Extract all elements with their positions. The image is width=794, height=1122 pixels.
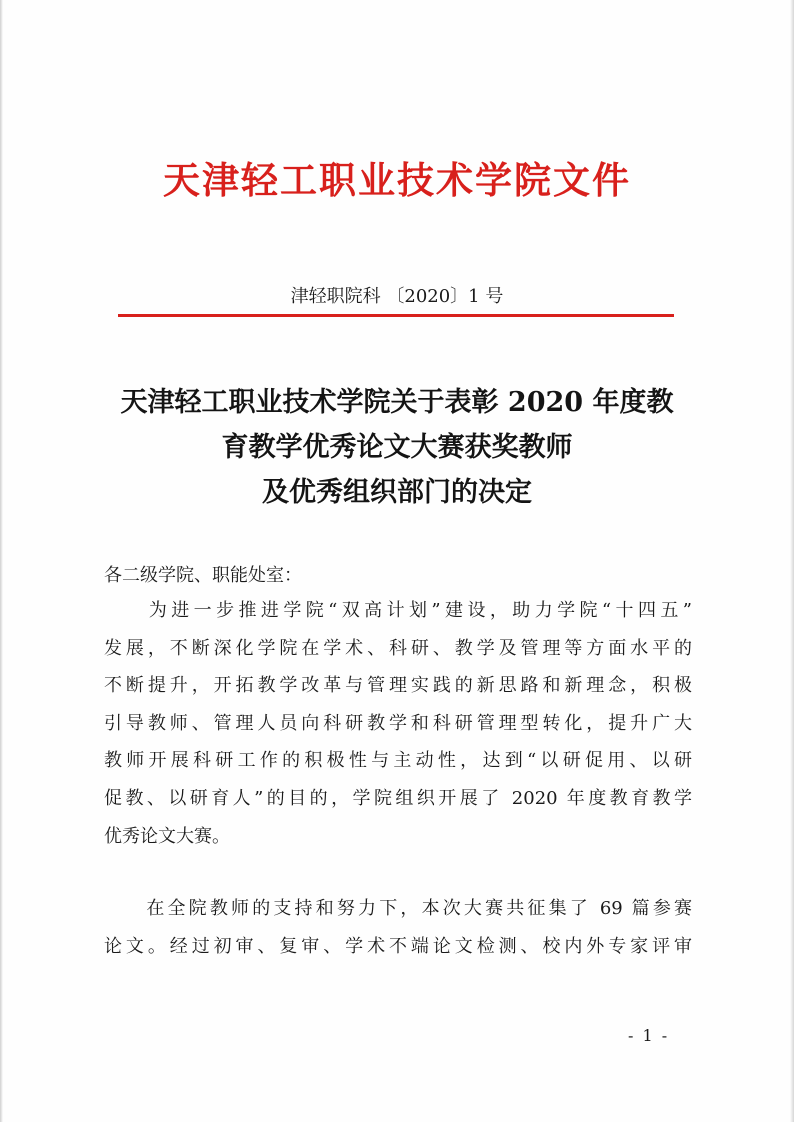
red-header-title: 天津轻工职业技术学院文件	[163, 158, 631, 202]
salutation: 各二级学院、职能处室：	[104, 565, 302, 586]
body-paragraph-1	[104, 592, 692, 855]
page-number: - 1 -	[628, 1026, 670, 1045]
red-divider-line	[118, 314, 674, 317]
paragraph-line: 不断提升，开拓教学改革与管理实践的新思路和新理念，积极	[104, 675, 692, 697]
paragraph-line: 教师开展科研工作的积极性与主动性，达到“以研促用、以研	[104, 750, 692, 772]
paragraph-line: 论文。经过初审、复审、学术不端论文检测、校内外专家评审	[104, 935, 692, 957]
paragraph-line: 发展，不断深化学院在学术、科研、教学及管理等方面水平的	[104, 637, 692, 659]
main-title	[0, 380, 794, 515]
paragraph-line: 促教、以研育人”的目的，学院组织开展了 2020 年度教育教学	[104, 787, 692, 809]
paragraph-line: 优秀论文大赛。	[104, 825, 230, 847]
main-title-line: 天津轻工职业技术学院关于表彰 2020 年度教	[120, 387, 674, 418]
paragraph-line: 为进一步推进学院“双高计划”建设，助力学院“十四五”	[104, 600, 692, 621]
main-title-line: 及优秀组织部门的决定	[262, 477, 532, 508]
paragraph-line: 在全院教师的支持和努力下，本次大赛共征集了 69 篇参赛	[104, 898, 692, 919]
document-number: 津轻职院科 〔2020〕1 号	[290, 286, 504, 307]
main-title-line: 育教学优秀论文大赛获奖教师	[221, 432, 573, 463]
paragraph-line: 引导教师、管理人员向科研教学和科研管理型转化，提升广大	[104, 712, 692, 734]
body-paragraph-2	[104, 890, 692, 965]
